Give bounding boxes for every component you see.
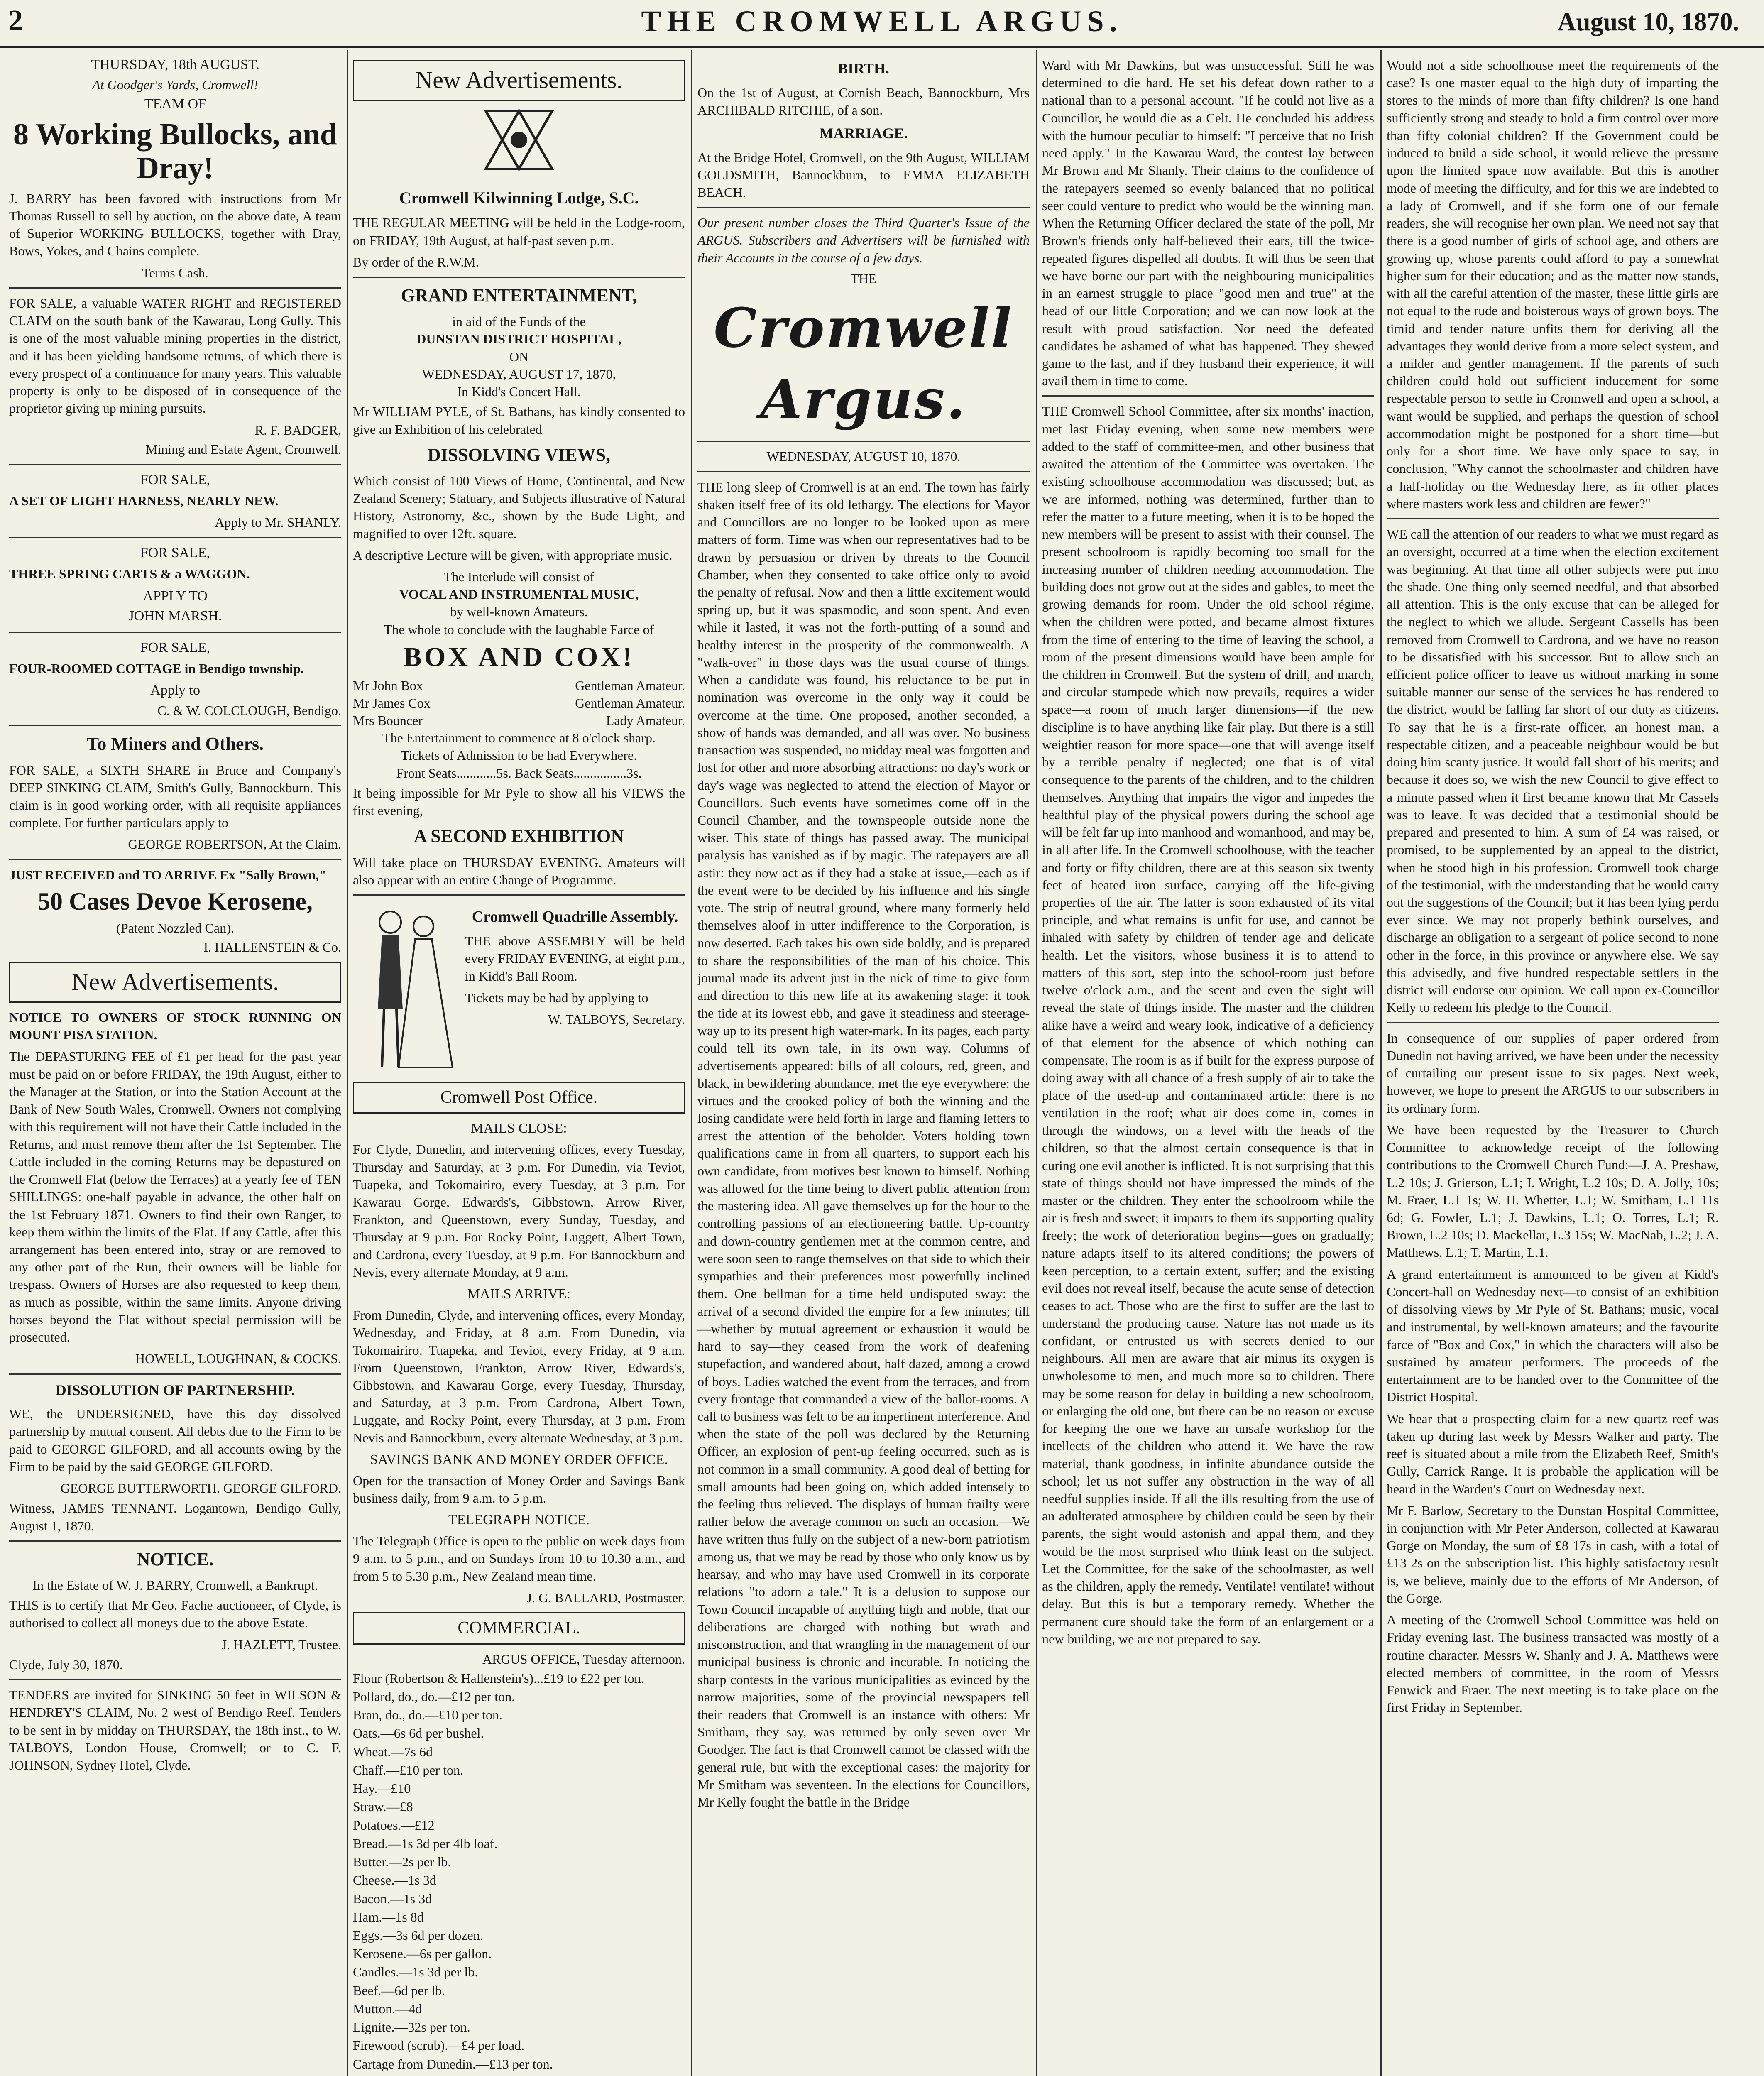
ent-conclude: The whole to conclude with the laughable Farce of <box>384 622 654 637</box>
price-row: Pollard, do., do.—£12 per ton. <box>353 1689 515 1704</box>
school-article-continued: Would not a side schoolhouse meet the requirements of the case? Is one master equal to the high duty of imparting the stores to the minds of more than fifty children? Is one hand sufficiently strong and steady to hold a firm control over more than fifty colonial children? If the Government could be induced to build a side school, it would relieve the pressure upon the limited space now available. But this is another mode of meeting the difficulty, and for this we are indebted to a lady of Cromwell, and if she form one of our female readers, she will recognise her own plan. We need not say that there is a good number of girls of school age, and others are growing up, whose parents could afford to pay a somewhat higher sum for their education; and as the matter now stands, with all the careful attention of the master, these little girls are not equal to the rude and boisterous ways of grown boys. The timid and tender nature unfits them for deriving all the advantages they would derive from a more select system, and a milder and gentler management. If the parents of such children could hold out sufficient inducement for some respectable person to settle in Cromwell and open a school, a want would be supplied, and perhaps the question of school accommodation might be postponed for a short time—but only for a short time. We have only space to say, in conclusion, "Why cannot the schoolmaster and children have a half-holiday on the Wednesday here, as in other places where masters work less and children are fewer?" <box>1387 58 1719 511</box>
editorial-text: THE long sleep of Cromwell is at an end. The town has fairly shaken itself free of its old lethargy. The elections for Mayor and Councillors are no longer to be looked upon as mere matters of form. Time was when our representatives had to be drawn by persuasion or driven by threats to the Council Chamber, when they consented to take office only to avoid the penalty of refusal. Now and then a little excitement would spring up, but it was spasmodic, and soon spent. And even while it lasted, it was not the forth-putting of a sound and healthy interest in the prosperity of the commonwealth. A "walk-over" in those days was the usual course of things. When a candidate was found, his reluctance to be put in nomination was overcome in the only way it could be overcome at the time. One proposed, another seconded, a show of hands was demanded, and all was over. No business transaction was suspended, no midday meal was forgotten and lost for other and more absorbing attractions: no day's work or day's wage was neglected to attend the election of Mayor or Councillors. Such events have sometimes come off in the Council Chamber, and the townspeople outside none the wiser. This state of things has passed away. The municipal paralysis has vanished as if by magic. The ratepayers are all astir: they now act as if they had a stake at issue,—each as if the event were to be decided by his influence and his single vote. The strip of neutral ground, where many formerly held themselves aloof in utter indifference to the Corporation, is now deserted. Each takes his own side boldly, and is prepared to share the responsibilities of the man of his choice. This journal made its advent just in the nick of time to give form and direction to this new life at its awakening stage: it took the tide at its lowest ebb, and gave it steadiness and steerage-way up to its present high water-mark. In its pages, each party could tell its own tale, in its own way. Columns of advertisements appeared: bills of all colours, red, green, and black, in bewildering abundance, met the eye everywhere: the virtues and the crooked policy of both the winning and the losing candidate were held forth in large and flaming letters to arrest the attention of the beholder. Voters holding town qualifications came in from all quarters, to support each his own candidate, from motives best known to himself. Nothing was allowed for the time being to divert public attention from the mastering idea. All gave themselves up for the hour to the controlling passions of an electioneering battle. Up-country and down-country gentlemen met at the common centre, and were soon seen to range themselves on that side to which their sympathies and their preferences most powerfully inclined them. One bellman for a time held undisputed sway: the arrival of a second divided the empire for a few minutes; till—whether by mutual agreement or exhaustion it would be hard to say—they ceased from the work of deafening stupefaction, and wandered about, half dazed, among a crowd of boys. Ladies watched the event from the terraces, and from every frontage that commanded a view of the ballot-rooms. A call to business was felt to be an impertinent interference. And when the state of the poll was declared by the Returning Officer, an explosion of pent-up feeling occurred, such as is not common in a small community. A good deal of betting for small amounts had been going on, which added intensely to the feeling thus relieved. The displays of human frailty were rather below the average common on such an occasion.—We have written thus fully on the subject of a new-born patriotism among us, that we may be read by those who only know us by hearsay, and who may have used Cromwell in its corporate relations "to adorn a tale." It is a delusion to suppose our Town Council incapable of anything high and noble, that our deliberations are charged with nothing but wrath and misconstruction, and that wrangling in the management of our municipal business is chronic and incurable. In noticing the sharp contests in the various municipalities as evinced by the narrow majorities, some of the provincial newspapers tell their readers that Cromwell is an instance with others: Mr Smitham, they say, was returned by only seven over Mr Goodger. The fact is that Cromwell cannot be classed with the general rule, but with the exceptional cases: the majority for Mr Smitham was seventeen. In the elections for Councillors, Mr Kelly fought the battle in the Bridge <box>697 479 1030 1810</box>
dissolution-body: WE, the UNDERSIGNED, have this day dissolved partnership by mutual consent. All debts due to the Firm to be paid to GEORGE GILFORD, and all accounts owing by the Firm to be paid by the said GEORGE GILFORD. <box>9 1406 341 1474</box>
divider <box>697 207 1030 208</box>
ent-views-text: Which consist of 100 Views of Home, Continental, and New Zealand Scenery; Statuary, and Subjects illustrative of Natural History, Astronomy, &c., shown by the Bude Light, and magnified to over 12ft. square. <box>353 473 685 541</box>
notice-sign: J. HAZLETT, Trustee. <box>221 1637 341 1652</box>
cast-row: Mr James Cox Gentleman Amateur. <box>353 695 685 710</box>
school-committee-article: THE Cromwell School Committee, after six months' inaction, met last Friday evening, when some new members were added to the staff of committee-men, and other business that awaited the attention of the Committee was overtaken. The existing schoolhouse accommodation was discussed; but, as we are informed, nothing was determined, further than to refer the matter to a future meeting, when it is to be hoped the new members will be present to assist with their counsel. The present schoolroom is rapidly becoming too small for the increasing number of children needing accommodation. The building does not grow out at the sides and gables, to meet the growing demands for room. Under the old school régime, when the children were potted, and became almost fixtures from the time of entering to the time of leaving the school, a room of the present dimensions would have been ample for the children in Cromwell. But the system of drill, and march, and circular stampede which now prevails, requires a wider space—a room of much larger dimensions—if the new discipline is to have anything like fair play. But there is a still weightier reason for more space—one that will avenge itself by a terrible penalty if neglected; one that is of vital consequence to the parents of the children, and to the children themselves. Anything that impairs the vigor and impedes the healthful play of the physical powers during the school age will be felt far up into manhood and womanhood, and may be, in all after life. In the Cromwell schoolhouse, with the teacher and forty or fifty children, there are at this season six twenty feet of heated iron surface, carrying off the life-giving properties of the air. The latter is soon exhausted of its vital principle, and what remains is unfit for use, and cannot be inhaled with safety by children of tender age and delicate health. Let the visitors, whose business it is to attend to matters of this sort, step into the school-room just before twelve o'clock a.m., and the scent and even the sight will reveal the state of things inside. The master and the children alike have a weird and weary look, indicative of a deficiency of that element for the absence of which nothing can compensate. The room is as if built for the express purpose of doing away with all chance of a fresh supply of air to take the place of the used-up and contaminated article: there is no ventilation in the roof; what air does come in, comes in through the windows, on a level with the heads of the children, so that the almost certain consequence is that in curing one evil another is inflicted. It is not surprising that this state of things should not have impressed the minds of the master or the children. They enter the schoolroom while the air is fresh and sweet; it imparts to them its supporting quality freely; the work of deterioration begins—goes on gradually; nature adapts itself to its altered conditions; the powers of keen perception, to a certain extent, suffer; and the existing evil does not reveal itself, because the acute sense of detection ceases to act. Those who are the first to suffer are the last to understand the producing cause. Nature has not made us its confidant, or entrusted us with secrets denied to our neighbours. All men are aware that air minus its oxygen is unwholesome to men, and much more so to children. There may be some reason for delay in building a new schoolroom, or enlarging the old one, but there can be no reason or excuse for keeping the one we have an unsafe workshop for the intellects of the children who attend it. We have the raw material, thank goodness, in infinite abundance outside the school; let us not suffer any obstruction in the way of all needful supplies inside. If all the ills resulting from the use of an adulterated atmosphere by children could be seen by their parents, the sight would astonish and appal them, and they would be the most surprised who think least on the subject. Let the Committee, for the sake of the schoolmaster, as well as the children, apply the remedy. Ventilate! ventilate! without delay. But this is but a temporary remedy. Whether the permanent cure should take the form of an enlargement or a new building, we are not prepared to say. <box>1042 404 1374 1646</box>
tenders-body: TENDERS are invited for SINKING 50 feet in WILSON & HENDREY'S CLAIM, No. 2 west of Bendigo Reef. Tenders to be sent in by midday on THURSDAY, the 18th inst., to W. TALBOYS, London House, Cromwell; or to C. F. JOHNSON, Sydney Hotel, Clyde. <box>9 1687 341 1772</box>
column-rule <box>691 50 692 2076</box>
divider <box>9 725 341 726</box>
mails-close-head: MAILS CLOSE: <box>471 1121 567 1136</box>
column-4 <box>1042 54 1374 2076</box>
ent-seats: Front Seats............5s. Back Seats................3s. <box>396 765 642 781</box>
commercial-sub: ARGUS OFFICE, Tuesday afternoon. <box>482 1651 685 1667</box>
carts-head: FOR SALE, <box>140 545 210 561</box>
notice-head: NOTICE. <box>137 1549 214 1569</box>
price-row: Bran, do., do.—£10 per ton. <box>353 1707 502 1723</box>
divider <box>1387 1022 1719 1023</box>
telegraph-text: The Telegraph Office is open to the public on week days from 9 a.m. to 5 p.m., and on Sundays from 10 to 10.30 a.m., and from 5 to 5.30 p.m., New Zealand mean time. <box>353 1533 685 1584</box>
carts-name: JOHN MARSH. <box>128 608 222 624</box>
divider <box>1042 395 1374 397</box>
mails-close-text: For Clyde, Dunedin, and intervening offices, every Tuesday, Thursday and Saturday, at 3 p.m. For Dunedin, via Teviot, Tuapeka, and Tokomairiro, every Tuesday, at 3 p.m. For Kawarau Gorge, Edwards's, Gibbstown, Arrow River, Frankton, and Queenstown, every Sunday, Tuesday, and Thursday at 9 p.m. For Rocky Point, Luggett, Albert Town, and Cardrona, every Tuesday, at 9 p.m. For Bannockburn and Nevis, every alternate Monday, at 9 a.m. <box>353 1142 685 1280</box>
quarter-notice: Our present number closes the Third Quarter's Issue of the ARGUS. Subscribers and Advertisers will be furnished with their Accounts in the course of a few days. <box>697 215 1030 265</box>
commercial-head: COMMERCIAL. <box>353 1612 685 1644</box>
post-office-head: Cromwell Post Office. <box>353 1082 685 1114</box>
price-row: Ham.—1s 8d <box>353 1909 424 1924</box>
church-fund-notice: We have been requested by the Treasurer to Church Committee to acknowledge receipt of the following contributions to the Cromwell Church Fund:—J. A. Preshaw, L.2 10s; J. Grierson, L.1; I. Wright, L.2 10s; D. A. Jolly, 10s; M. Fraer, L.1 1s; W. H. Whetter, L.1; W. Smitham, L.1 11s 6d; G. Fowler, L.1; J. Dawkins, L.1; O. Torres, L.1; R. Brown, L.2 10s; D. Mackellar, L.3 15s; W. MacNab, L.2; J. A. Matthews, L.1; T. Martin, L.1. <box>1387 1122 1719 1260</box>
cottage-name: C. & W. COLCLOUGH, Bendigo. <box>157 703 341 718</box>
ent-body: Mr WILLIAM PYLE, of St. Bathans, has kindly consented to give an Exhibition of his celebrated <box>353 404 685 437</box>
stock-notice-body: The DEPASTURING FEE of £1 per head for the past year must be paid on or before FRIDAY, the 19th August, either to the Manager at the Station, or into the Station Account at the Bank of New South Wales, Cromwell. Owners not complying with this requirement will not have their Cattle included in the Returns, and must remove them after the 1st September. The Cattle included in the coming Returns may be depastured on the Cromwell Flat (below the Terraces) at a yearly fee of TEN SHILLINGS: one-half payable in advance, the other half on the 1st February 1871. Owners to find their own Ranger, to keep them within the limits of the Flat. If any Cattle, after this arrangement has been entered into, stray or are removed to any other part of the Run, their owners will be liable for trespass. Owners of Horses are also requested to keep them, as much as possible, within the same limits. Anyone driving horses beyond the Flat without special permission will be prosecuted. <box>9 1049 341 1345</box>
auction-terms: Terms Cash. <box>142 265 208 280</box>
auction-headline: 8 Working Bullocks, and Dray! <box>13 117 338 186</box>
water-right-ad: FOR SALE, a valuable WATER RIGHT and REGISTERED CLAIM on the south bank of the Kawarau, Long Gully. This is one of the most valuable mining properties in the district, and it has been yielding handsome returns, of which there is every prospect of a continuance for many years. This valuable property is only to be disposed of in consequence of the proprietor giving up mining pursuits. <box>9 295 341 416</box>
masthead <box>0 0 1764 48</box>
divider <box>9 859 341 860</box>
ent-amateurs: by well-known Amateurs. <box>450 604 588 619</box>
quadrille-ad <box>353 901 685 1076</box>
divider <box>9 287 341 289</box>
column-rule <box>1380 50 1382 2076</box>
mails-arrive-head: MAILS ARRIVE: <box>467 1286 571 1302</box>
column-5 <box>1387 54 1719 2076</box>
mails-arrive-text: From Dunedin, Clyde, and intervening offices, every Monday, Wednesday, and Friday, at 8 a.m. From Dunedin, via Tokomairiro, Tuapeka, and Teviot, every Friday, at 9 a.m. From Queenstown, Frankton, Arrow River, Edwards's, Gibbstown, and Kawarau Gorge, every Tuesday, Thursday, and Saturday, at 3 p.m. From Cardrona, Albert Town, Luggate, and Rocky Point, every Thursday, at 3 p.m. From Nevis and Bannockburn, every alternate Wednesday, at 3 p.m. <box>353 1307 685 1445</box>
ent-second: A SECOND EXHIBITION <box>413 826 624 847</box>
dissolution-witness: Witness, JAMES TENNANT. Logantown, Bendigo Gully, August 1, 1870. <box>9 1501 341 1533</box>
dancing-couple-illustration <box>353 901 461 1076</box>
editorial-continued: Ward with Mr Dawkins, but was unsuccessful. Still he was determined to die hard. He set his defeat down rather to a national than to a personal account. "If he could not live as a Councillor, he would die as a Celt. He concluded his address with the humour peculiar to himself: "I perceive that no Irish need apply." In the Kawarau Ward, the contest lay between Mr Brown and Mr Shanly. Their claims to the confidence of the ratepayers seemed so evenly balanced that no political seer could venture to predict who would be the winning man. When the Returning Officer declared the state of the poll, Mr Brown's friends only half-believed their ears, till the twice-repeated figures dispelled all doubts. It will thus be seen that we have borne our part with the neighbouring municipalities in an earnest struggle to place "good men and true" at the head of our little Corporation; and we can now look at the result with proud satisfaction. Nor need the defeated candidates be ashamed of what has happened. They shewed game to the last, and if they husband their experience, it will avail them in time to come. <box>1042 58 1374 389</box>
cottage-text: FOUR-ROOMED COTTAGE in Bendigo township. <box>9 661 304 676</box>
auction-date: THURSDAY, 18th AUGUST. <box>91 57 259 72</box>
notice-body: THIS is to certify that Mr Geo. Fache auctioneer, of Clyde, is authorised to collect all moneys due to the above Estate. <box>9 1598 341 1630</box>
divider <box>9 1373 341 1375</box>
harness-text: A SET OF LIGHT HARNESS, NEARLY NEW. <box>9 493 279 508</box>
birth-text: On the 1st of August, at Cornish Beach, Bannockburn, Mrs ARCHIBALD RITCHIE, of a son. <box>697 85 1030 118</box>
divider <box>9 1679 341 1680</box>
price-row: Butter.—2s per lb. <box>353 1854 451 1870</box>
stock-notice-sign: HOWELL, LOUGHNAN, & COCKS. <box>135 1351 341 1366</box>
notice-date: Clyde, July 30, 1870. <box>9 1657 123 1672</box>
price-row: Wheat.—7s 6d <box>353 1744 433 1759</box>
farce-title: BOX AND COX! <box>403 641 634 672</box>
price-row: Cartage from Dunedin.—£13 per ton. <box>353 2056 553 2071</box>
grand-entertainment-notice: A grand entertainment is announced to be given at Kidd's Concert-hall on Wednesday next—to consist of an exhibition of dissolving views by Mr Pyle of St. Bathans; music, vocal and instrumental, by well-known amateurs; and the favourite farce of "Box and Cox," in which the characters will also be sustained by amateur performers. The proceeds of the entertainment are to be handed over to the Committee of the District Hospital. <box>1387 1266 1719 1405</box>
birth-head: BIRTH. <box>838 60 889 77</box>
school-meeting-notice: A meeting of the Cromwell School Committee was held on Friday evening last. The business transacted was mostly of a routine character. Messrs W. Shanly and J. A. Matthews were elected members of committee, in the room of Messrs Fenwick and Fraer. The next meeting is to take place on the first Friday in September. <box>1387 1612 1719 1715</box>
divider <box>353 894 685 896</box>
divider <box>9 1540 341 1542</box>
quadrille-tickets: Tickets may be had by applying to <box>465 990 648 1005</box>
carts-apply: APPLY TO <box>143 588 208 604</box>
ent-tickets: Tickets of Admission to be had Everywhere. <box>401 748 637 763</box>
auction-text: J. BARRY has been favored with instructions from Mr Thomas Russell to sell by auction, on the above date, A team of Superior WORKING BULLOCKS, together with Dray, Bows, Yokes, and Chains complete. <box>9 191 341 259</box>
savings-text: Open for the transaction of Money Order and Savings Bank business daily, from 9 a.m. to 5 p.m. <box>353 1473 685 1506</box>
kerosene-text: JUST RECEIVED and TO ARRIVE Ex "Sally Brown," <box>9 867 327 882</box>
cottage-head: FOR SALE, <box>140 640 210 656</box>
kerosene-sub: (Patent Nozzled Can). <box>116 920 234 935</box>
miners-name: GEORGE ROBERTSON, At the Claim. <box>128 837 341 852</box>
price-row: Chaff.—£10 per ton. <box>353 1762 464 1777</box>
column-1 <box>9 54 341 2076</box>
barlow-notice: Mr F. Barlow, Secretary to the Dunstan Hospital Committee, in conjunction with Mr Peter Anderson, collected at Kawarau Gorge on Monday, the sum of £8 17s in cash, with a total of £13 2s on the subscription list. This highly satisfactory result is, we believe, mainly due to the efforts of Mr Anderson, of the Gorge. <box>1387 1503 1719 1606</box>
badger-title: Mining and Estate Agent, Cromwell. <box>145 441 341 457</box>
miners-head: To Miners and Others. <box>86 734 264 754</box>
police-article: WE call the attention of our readers to what we must regard as an oversight, occurred at a time when the election excitement was beginning. At that time all other subjects were put into the shade. One thing only seemed needful, and that absorbed all attention. This is the only excuse that can be alleged for the neglect to which we allude. Sergeant Cassells has been removed from Cromwell to Cardrona, and we have no reason to be dissatisfied with his successor. But to allow such an efficient police officer to leave us without marking in some suitable manner our sense of the services he has rendered to the district, would be falling far short of our duty as citizens. To say that he is a first-rate officer, an honest man, a respectable citizen, and a peaceable neighbour would be but doing him scanty justice. It would fall short of his merits; and because it does so, we wish the new Council to give effect to a minute passed when it first became known that Mr Cassels was to leave. It was decided that a testimonial should be prepared and presented to him. A sum of £4 was raised, or promised, to be supplemented by an appeal to the district, when he stood high in his profession. Cromwell took charge of the testimonial, with the understanding that he would carry out the suggestions of the Council; but it has been lying perdu ever since. We may not properly bethink ourselves, and discharge an obligation to a sergeant of police second to none other in the force, in this province or anywhere else. We say this advisedly, and five hundred respectable settlers in the district will endorse our opinion. We call upon ex-Councillor Kelly to redeem his pledge to the Council. <box>1387 526 1719 1015</box>
masonic-emblem-icon <box>353 107 685 182</box>
notice-sub: In the Estate of W. J. BARRY, Cromwell, a Bankrupt. <box>32 1577 318 1593</box>
dissolution-head: DISSOLUTION OF PARTNERSHIP. <box>55 1381 295 1398</box>
column-2 <box>353 54 685 2076</box>
price-row: Hay.—£10 <box>353 1781 411 1796</box>
price-row: Candles.—1s 3d per lb. <box>353 1964 478 1980</box>
ent-lecture: A descriptive Lecture will be given, with appropriate music. <box>353 547 673 563</box>
column-rule <box>347 50 348 2076</box>
kerosene-sign: I. HALLENSTEIN & Co. <box>203 940 341 955</box>
postmaster-sign: J. G. BALLARD, Postmaster. <box>526 1590 685 1605</box>
price-row: Beef.—6d per lb. <box>353 1983 445 1998</box>
price-row: Bacon.—1s 3d <box>353 1891 432 1906</box>
miners-text: FOR SALE, a SIXTH SHARE in Bruce and Company's DEEP SINKING CLAIM, Smith's Gully, Bannockburn. This claim is in good working order, with all requisite appliances complete. For further particulars apply to <box>9 762 341 830</box>
quadrille-text: THE above ASSEMBLY will be held every FRIDAY EVENING, at eight p.m., in Kidd's Ball Room. <box>465 933 685 984</box>
price-list <box>353 1670 685 2073</box>
issue-date: August 10, 1870. <box>1557 8 1739 36</box>
divider <box>9 632 341 633</box>
price-row: Bread.—1s 3d per 4lb loaf. <box>353 1836 498 1851</box>
newspaper-title: THE CROMWELL ARGUS. <box>641 5 1123 38</box>
divider <box>697 471 1030 472</box>
dissolution-sign: GEORGE BUTTERWORTH. GEORGE GILFORD. <box>60 1481 341 1496</box>
marriage-head: MARRIAGE. <box>819 125 908 142</box>
price-row: Firewood (scrub).—£4 per load. <box>353 2038 525 2053</box>
ent-on: ON <box>509 349 529 364</box>
ent-music: VOCAL AND INSTRUMENTAL MUSIC, <box>399 587 639 602</box>
ent-sub2: DUNSTAN DISTRICT HOSPITAL, <box>416 331 621 347</box>
telegraph-head: TELEGRAPH NOTICE. <box>448 1512 590 1528</box>
savings-head: SAVINGS BANK AND MONEY ORDER OFFICE. <box>370 1452 668 1467</box>
price-row: Mutton.—4d <box>353 2001 422 2016</box>
ent-interlude: The Interlude will consist of <box>443 569 595 585</box>
quadrille-sign: W. TALBOYS, Secretary. <box>548 1012 685 1027</box>
harness-apply: Apply to Mr. SHANLY. <box>215 515 341 530</box>
lodge-head: Cromwell Kilwinning Lodge, S.C. <box>399 188 639 207</box>
divider <box>353 277 685 278</box>
ent-views: DISSOLVING VIEWS, <box>427 444 611 465</box>
quartz-reef-notice: We hear that a prospecting claim for a new quartz reef was taken up during last week by Messrs Walker and party. The reef is situated about a mile from the Elizabeth Reef, Smith's Gully, Carrick Range. It is probable the application will be heard in the Warden's Court on Wednesday next. <box>1387 1411 1719 1496</box>
team-label: TEAM OF <box>144 96 206 112</box>
price-row: Oats.—6s 6d per bushel. <box>353 1726 484 1741</box>
marriage-text: At the Bridge Hotel, Cromwell, on the 9th August, WILLIAM GOLDSMITH, Bannockburn, to EMMA ELIZABETH BEACH. <box>697 149 1030 200</box>
editorial-dateline: WEDNESDAY, AUGUST 10, 1870. <box>766 449 961 464</box>
ent-second-text: Will take place on THURSDAY EVENING. Amateurs will also appear with an entire Change of Programme. <box>353 854 685 887</box>
badger-signature: R. F. BADGER, <box>254 422 341 438</box>
new-ads-banner: New Advertisements. <box>353 60 685 101</box>
ent-date: WEDNESDAY, AUGUST 17, 1870, <box>422 366 616 382</box>
ent-place: In Kidd's Concert Hall. <box>457 384 581 399</box>
price-row: Flour (Robertson & Hallenstein's)...£19 to £22 per ton. <box>353 1670 644 1686</box>
cast-row: Mrs Bouncer Lady Amateur. <box>353 713 685 728</box>
divider <box>9 537 341 538</box>
ent-head: GRAND ENTERTAINMENT, <box>401 285 637 306</box>
column-3 <box>697 54 1030 2076</box>
ent-sub1: in aid of the Funds of the <box>452 314 586 329</box>
supplies-notice: In consequence of our supplies of paper ordered from Dunedin not having arrived, we have been under the necessity of curtailing our present issue to six pages. Next week, however, we hope to present the ARGUS to our subscribers in its ordinary form. <box>1387 1030 1719 1116</box>
carts-text: THREE SPRING CARTS & a WAGGON. <box>9 566 250 582</box>
column-rule <box>1036 50 1037 2076</box>
price-row: Potatoes.—£12 <box>353 1817 435 1833</box>
ent-time: The Entertainment to commence at 8 o'clock sharp. <box>382 730 656 746</box>
auction-location: At Goodger's Yards, Cromwell! <box>92 77 258 92</box>
harness-head: FOR SALE, <box>140 472 210 488</box>
price-row: Cheese.—1s 3d <box>353 1873 436 1888</box>
quadrille-head: Cromwell Quadrille Assembly. <box>472 908 678 925</box>
cast-row: Mr John Box Gentleman Amateur. <box>353 678 685 693</box>
cast-list <box>353 677 685 730</box>
divider <box>1387 518 1719 519</box>
nameplate-the: THE <box>850 271 877 286</box>
page-number: 2 <box>8 5 23 37</box>
price-row: Straw.—£8 <box>353 1799 413 1814</box>
new-ads-banner: New Advertisements. <box>9 962 341 1003</box>
kerosene-headline: 50 Cases Devoe Kerosene, <box>37 887 313 915</box>
divider <box>9 464 341 465</box>
divider <box>697 441 1030 442</box>
stock-notice-head: NOTICE TO OWNERS OF STOCK RUNNING ON MOUNT PISA STATION. <box>9 1009 341 1043</box>
cottage-apply: Apply to <box>150 683 200 698</box>
price-row: Lignite.—32s per ton. <box>353 2020 470 2035</box>
price-row: Kerosene.—6s per gallon. <box>353 1946 492 1961</box>
lodge-text: THE REGULAR MEETING will be held in the Lodge-room, on FRIDAY, 19th August, at half-past seven p.m. <box>353 215 685 248</box>
ent-note: It being impossible for Mr Pyle to show all his VIEWS the first evening, <box>353 785 685 818</box>
nameplate: Cromwell Argus. <box>714 296 1013 431</box>
lodge-order: By order of the R.W.M. <box>353 254 479 269</box>
price-row: Eggs.—3s 6d per dozen. <box>353 1928 483 1943</box>
